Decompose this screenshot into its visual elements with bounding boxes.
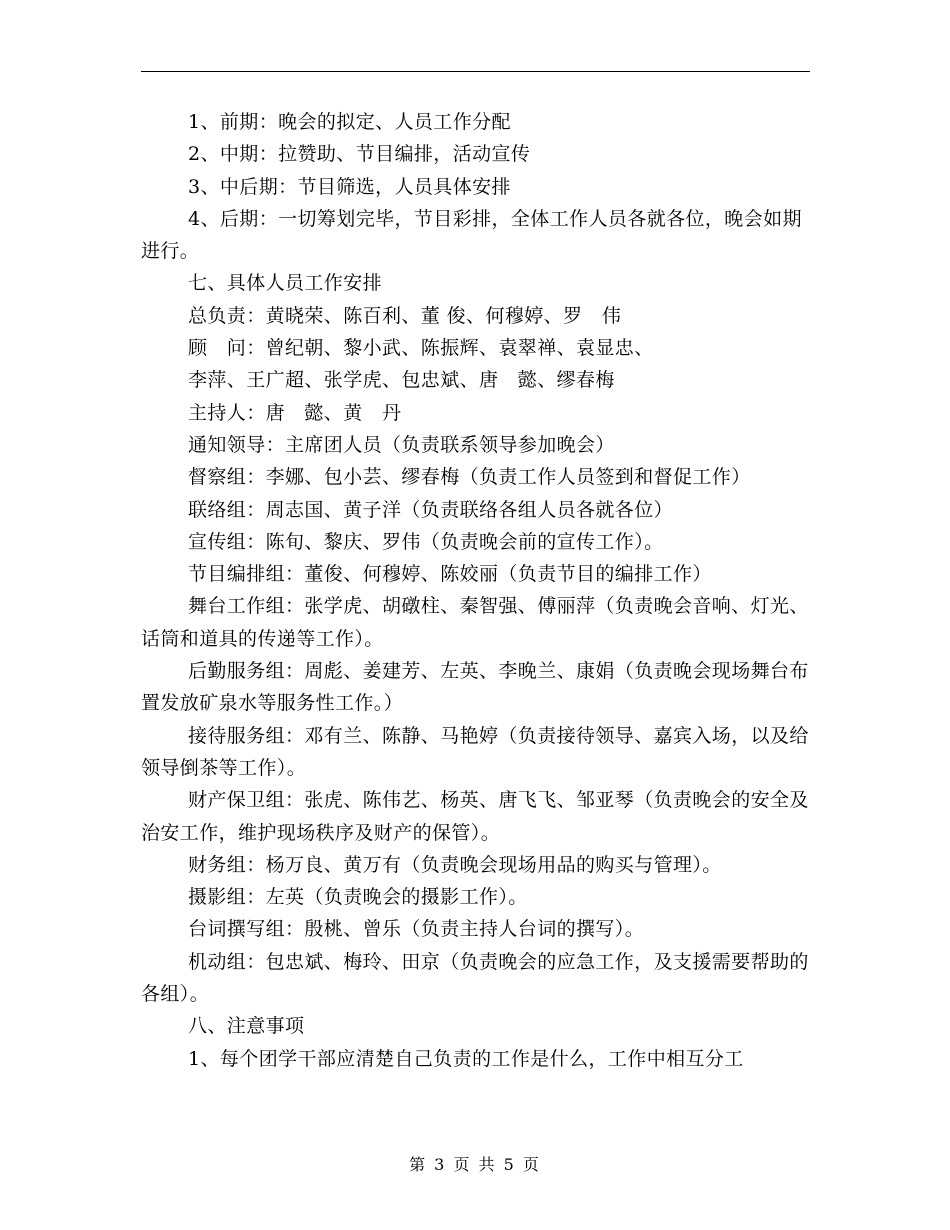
paragraph: 4、后期：一切筹划完毕，节目彩排，全体工作人员各就各位，晚会如期进行。 xyxy=(141,207,802,263)
paragraph: 通知领导：主席团人员（负责联系领导参加晚会） xyxy=(188,433,615,456)
paragraph: 接待服务组：邓有兰、陈静、马艳婷（负责接待领导、嘉宾入场，以及给领导倒茶等工作）。 xyxy=(141,724,809,779)
paragraph: 机动组：包忠斌、梅玲、田京（负责晚会的应急工作，及支援需要帮助的各组）。 xyxy=(141,950,809,1006)
paragraph: 台词撰写组：殷桃、曾乐（负责主持人台词的撰写）。 xyxy=(188,918,645,941)
paragraph: 1、前期：晚会的拟定、人员工作分配 xyxy=(188,111,511,133)
paragraph: 财产保卫组：张虎、陈伟艺、杨英、唐飞飞、邹亚琴（负责晚会的安全及治安工作，维护现场秩序及财产的保管）。 xyxy=(141,789,809,844)
section-heading: 八、注意事项 xyxy=(188,1015,305,1038)
header-rule xyxy=(141,71,810,72)
paragraph: 督察组：李娜、包小芸、缪春梅（负责工作人员签到和督促工作） xyxy=(188,466,751,489)
paragraph: 李萍、王广超、张学虎、包忠斌、唐 懿、缪春梅 xyxy=(188,369,615,392)
paragraph: 宣传组：陈旬、黎庆、罗伟（负责晚会前的宣传工作）。 xyxy=(188,530,664,553)
paragraph: 联络组：周志国、黄子洋（负责联络各组人员各就各位） xyxy=(188,498,674,521)
paragraph: 总负责：黄晓荣、陈百利、董 俊、何穆婷、罗 伟 xyxy=(188,304,622,327)
paragraph: 摄影组：左英（负责晚会的摄影工作）。 xyxy=(188,886,528,909)
paragraph: 财务组：杨万良、黄万有（负责晚会现场用品的购买与管理）。 xyxy=(188,853,722,876)
paragraph: 2、中期：拉赞助、节目编排，活动宣传 xyxy=(188,143,531,166)
paragraph: 1、每个团学干部应清楚自己负责的工作是什么，工作中相互分工 xyxy=(188,1047,744,1070)
paragraph: 舞台工作组：张学虎、胡礅柱、秦智强、傅丽萍（负责晚会音响、灯光、话筒和道具的传递等工作）。 xyxy=(141,595,809,650)
page-number: 第 3 页 共 5 页 xyxy=(409,1155,541,1174)
section-heading: 七、具体人员工作安排 xyxy=(188,272,383,295)
paragraph: 3、中后期：节目筛选，人员具体安排 xyxy=(188,175,511,198)
paragraph: 主持人：唐 懿、黄 丹 xyxy=(188,401,402,424)
document-body xyxy=(141,106,810,1075)
paragraph: 节目编排组：董俊、何穆婷、陈姣丽（负责节目的编排工作） xyxy=(188,563,712,586)
paragraph: 后勤服务组：周彪、姜建芳、左英、李晚兰、康娟（负责晚会现场舞台布置发放矿泉水等服务性工作。） xyxy=(141,660,809,715)
paragraph: 顾 问：曾纪朝、黎小武、陈振辉、袁翠禅、袁显忠、 xyxy=(188,337,654,360)
